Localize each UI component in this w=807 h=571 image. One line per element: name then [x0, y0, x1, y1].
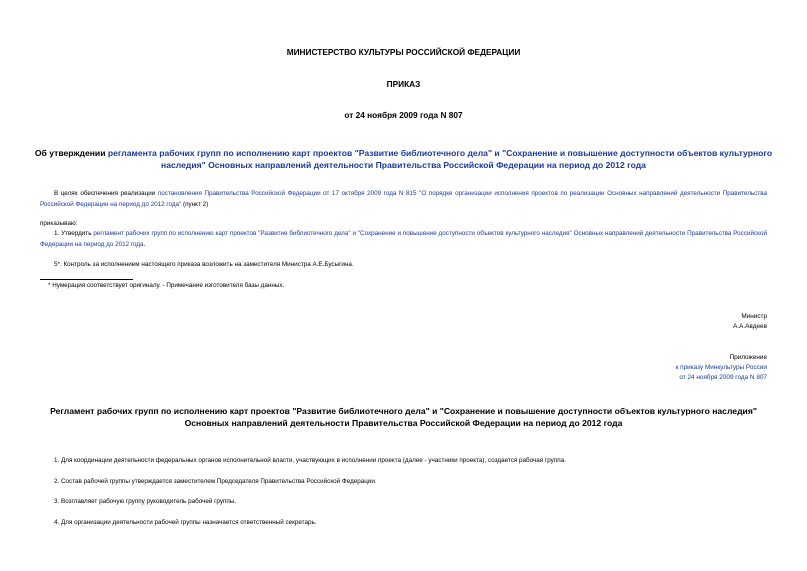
footnote-divider	[40, 279, 133, 280]
appendix-ref-link[interactable]: к приказу Минкультуры России	[675, 364, 767, 371]
appendix-block	[676, 353, 767, 383]
order-title-prefix: Об утверждении	[34, 148, 108, 158]
regulation-title	[20, 405, 787, 429]
preamble-paragraph	[40, 189, 767, 210]
order-title	[30, 147, 777, 171]
doc-type-heading: ПРИКАЗ	[386, 79, 421, 89]
item-1-link[interactable]: регламент рабочих групп по исполнению карт проектов "Развитие библиотечного дела" и "Сохранение и повышение доступности объектов культурного наследия" Основных направлений деятельности Правительства Российской Федерации на период до 2012 года	[40, 230, 767, 248]
item-1-suffix: .	[143, 240, 146, 248]
appendix-date-link[interactable]: от 24 ноября 2009 года N 807	[679, 374, 767, 381]
order-word: приказываю:	[40, 220, 78, 227]
regulation-item-3: 3. Возглавляет рабочую группу руководитель рабочей группы.	[54, 498, 237, 505]
signature-name: А.А.Авдеев	[733, 323, 767, 330]
regulation-item-4: 4. Для организации деятельности рабочей группы назначается ответственный секретарь.	[54, 519, 317, 526]
item-1-prefix: 1. Утвердить	[54, 230, 94, 237]
signature-position: Министр	[741, 313, 767, 320]
footnote-text: * Нумерация соответствует оригиналу. - Примечание изготовителя базы данных.	[48, 282, 285, 289]
item-1-paragraph	[40, 229, 767, 250]
regulation-item-1: 1. Для координации деятельности федеральных органов исполнительной власти, участвующих в исполнении проекта (далее - участники проекта), создается рабочая группа.	[54, 457, 566, 464]
preamble-suffix: (пункт 2)	[181, 200, 209, 208]
order-title-link[interactable]: регламента рабочих групп по исполнению карт проектов "Развитие библиотечного дела" и "Сохранение и повышение доступности объектов культурного наследия" Основных направлений деятельности Правительства Российской Федерации на период до 2012 года	[107, 148, 773, 170]
ministry-heading: МИНИСТЕРСТВО КУЛЬТУРЫ РОССИЙСКОЙ ФЕДЕРАЦИИ	[286, 47, 521, 57]
preamble-link[interactable]: постановления Правительства Российской Федерации от 17 октября 2009 года N 815 "О порядке организации исполнения проектов по реализации Основных направлений деятельности Правительства Российской Федерации на период до 2012 года"	[40, 190, 767, 208]
item-5-paragraph: 5*. Контроль за исполнением настоящего приказа возложить на заместителя Министра А.Е.Бусыгина.	[54, 261, 354, 268]
regulation-title-line-2: Основных направлений деятельности Правительства Российской Федерации на период до 2012 года	[184, 418, 623, 428]
appendix-label: Приложение	[729, 354, 767, 361]
regulation-item-2: 2. Состав рабочей группы утверждается заместителем Председателя Правительства Российской Федерации.	[54, 478, 377, 485]
preamble-prefix: В целях обеспечения реализации	[54, 190, 158, 197]
doc-date-number: от 24 ноября 2009 года N 807	[344, 110, 463, 120]
regulation-title-line-1: Регламент рабочих групп по исполнению карт проектов "Развитие библиотечного дела" и "Сохранение и повышение доступности объектов культурного наследия"	[50, 406, 757, 416]
signature-block	[733, 312, 767, 332]
